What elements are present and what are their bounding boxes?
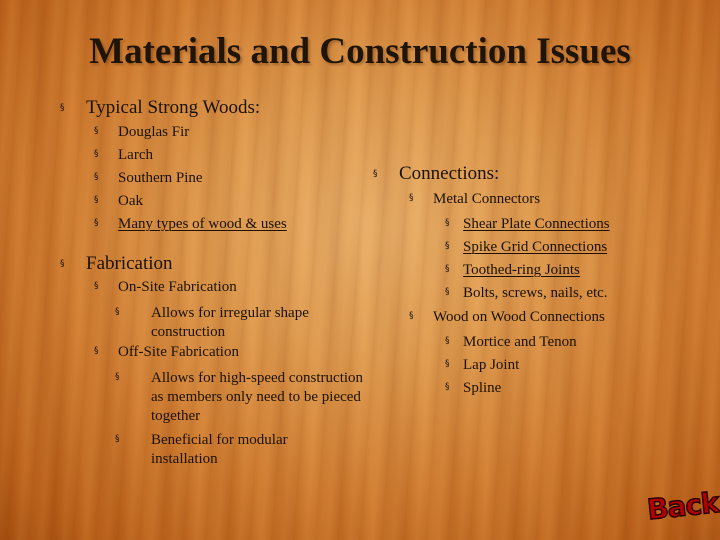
bullet-icon: §	[373, 169, 378, 179]
wood-label: Douglas Fir	[118, 124, 190, 140]
bullet-icon: §	[445, 218, 450, 228]
offsite-detail-modular	[115, 430, 351, 469]
bullet-icon: §	[115, 372, 120, 382]
list-item-metal	[445, 240, 607, 255]
list-item-wood	[94, 148, 153, 163]
metal-item-label: Bolts, screws, nails, etc.	[463, 285, 608, 301]
onsite-detail	[115, 303, 351, 342]
list-item-joint	[445, 381, 501, 396]
bullet-icon: §	[94, 149, 99, 159]
list-item-wood	[94, 217, 287, 232]
wood-connections	[409, 310, 605, 325]
bullet-icon: §	[94, 172, 99, 182]
offsite-fabrication	[94, 345, 239, 360]
offsite-detail-modular-text: Beneficial for modular installation	[151, 432, 288, 467]
wood-uses-link[interactable]: Many types of wood & uses	[118, 216, 287, 232]
metal-connectors	[409, 192, 540, 207]
list-item-wood	[94, 194, 143, 209]
bullet-icon: §	[94, 126, 99, 136]
onsite-fabrication	[94, 280, 237, 295]
spike-grid-link[interactable]: Spike Grid Connections	[463, 239, 608, 255]
list-item-metal	[445, 217, 610, 232]
metal-connectors-label: Metal Connectors	[433, 191, 541, 207]
list-item-metal	[445, 263, 580, 278]
back-button[interactable]	[640, 480, 720, 530]
bullet-icon: §	[445, 359, 450, 369]
bullet-icon: §	[409, 193, 414, 203]
onsite-detail-text: Allows for irregular shape construction	[151, 305, 309, 340]
bullet-icon: §	[445, 382, 450, 392]
bullet-icon: §	[115, 434, 120, 444]
slide-title: Materials and Construction Issues	[89, 31, 631, 72]
offsite-detail-speed-text: Allows for high-speed construction as members only need to be pieced together	[151, 370, 364, 424]
list-item-wood	[94, 171, 203, 186]
fabrication-heading	[60, 254, 173, 273]
back-icon	[640, 480, 720, 530]
bullet-icon: §	[115, 307, 120, 317]
bullet-icon: §	[409, 311, 414, 321]
bullet-icon: §	[60, 103, 65, 113]
joint-label: Lap Joint	[463, 357, 520, 373]
bullet-icon: §	[60, 259, 65, 269]
toothed-ring-link[interactable]: Toothed-ring Joints	[463, 262, 580, 278]
bullet-icon: §	[445, 264, 450, 274]
wood-connections-label: Wood on Wood Connections	[433, 309, 605, 325]
list-item-joint	[445, 335, 577, 350]
list-item-joint	[445, 358, 519, 373]
connections-heading	[373, 164, 499, 183]
list-item-metal	[445, 286, 608, 301]
joint-label: Mortice and Tenon	[463, 334, 577, 350]
onsite-label: On-Site Fabrication	[118, 279, 237, 295]
wood-label: Larch	[118, 147, 153, 163]
woods-heading-text: Typical Strong Woods:	[86, 97, 261, 118]
joint-label: Spline	[463, 380, 502, 396]
wood-label: Oak	[118, 193, 143, 209]
bullet-icon: §	[94, 281, 99, 291]
bullet-icon: §	[445, 241, 450, 251]
bullet-icon: §	[94, 346, 99, 356]
fabrication-heading-text: Fabrication	[86, 253, 173, 274]
offsite-label: Off-Site Fabrication	[118, 344, 239, 360]
woods-heading	[60, 98, 260, 117]
wood-label: Southern Pine	[118, 170, 203, 186]
back-button-label: Back	[645, 486, 720, 527]
connections-heading-text: Connections:	[399, 163, 500, 184]
list-item-wood	[94, 125, 189, 140]
shear-plate-link[interactable]: Shear Plate Connections	[463, 216, 610, 232]
bullet-icon: §	[445, 287, 450, 297]
bullet-icon: §	[445, 336, 450, 346]
bullet-icon: §	[94, 195, 99, 205]
bullet-icon: §	[94, 218, 99, 228]
offsite-detail-speed	[115, 368, 369, 426]
